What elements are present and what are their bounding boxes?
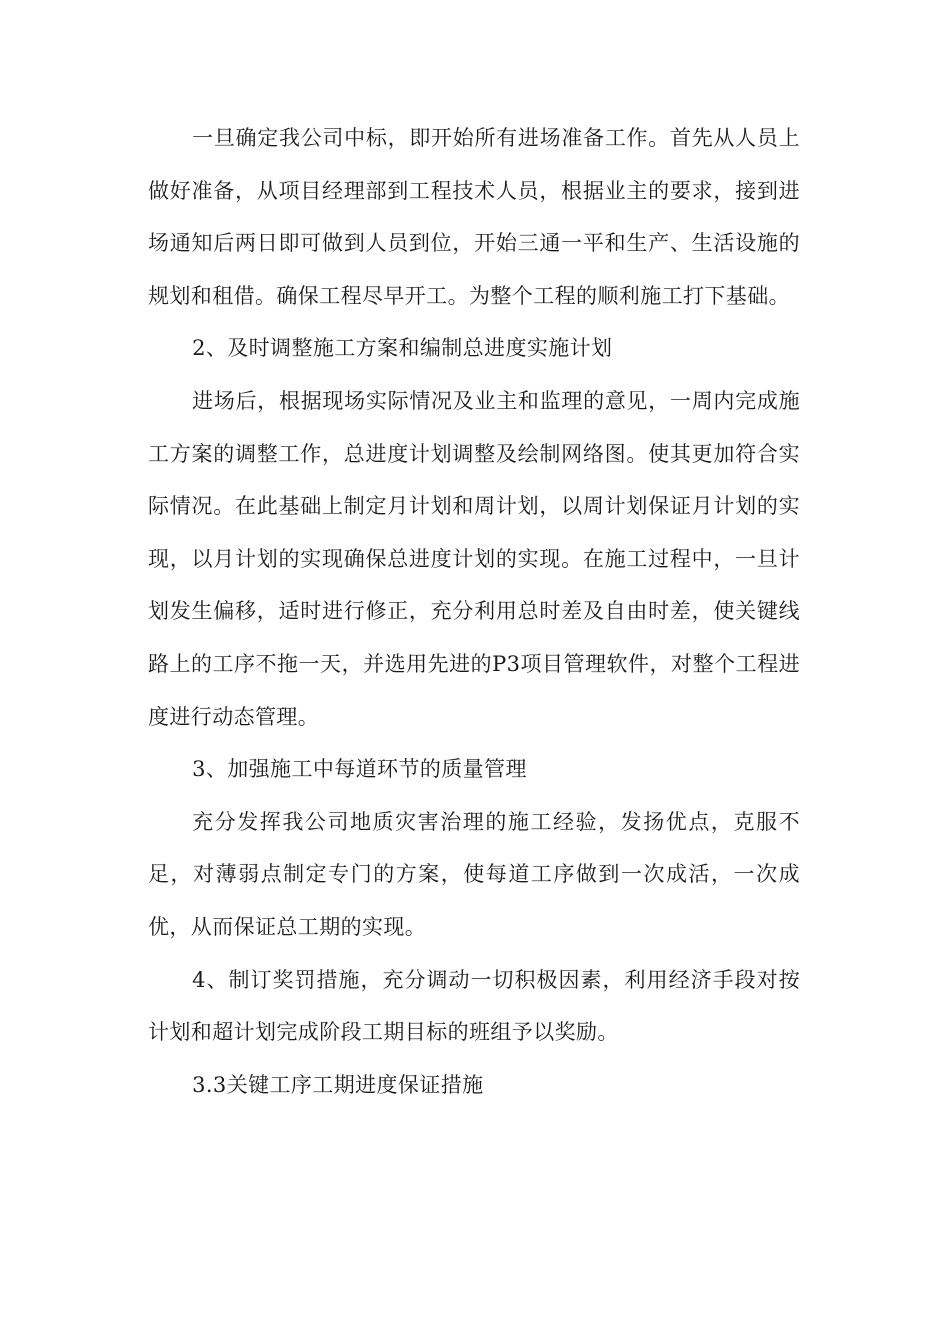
heading-quality-management: 3、加强施工中每道环节的质量管理 [192,757,527,782]
paragraph-experience: 充分发挥我公司地质灾害治理的施工经验，发扬优点，克服不足，对薄弱点制定专门的方案，使每道工序做到一次成活，一次成优，从而保证总工期的实现。 [148,809,800,939]
paragraph-incentives: 4、制订奖罚措施，充分调动一切积极因素，利用经济手段对按计划和超计划完成阶段工期目标的班组予以奖励。 [148,967,800,1045]
heading-adjust-plan: 2、及时调整施工方案和编制总进度实施计划 [192,336,613,361]
paragraph-schedule: 进场后，根据现场实际情况及业主和监理的意见，一周内完成施工方案的调整工作，总进度计划调整及绘制网络图。使其更加符合实际情况。在此基础上制定月计划和周计划，以周计划保证月计划的实现，以月计划的实现确保总进度计划的实现。在施工过程中，一旦计划发生偏移，适时进行修正，充分利用总时差及自由时差，使关键线路上的工序不拖一天，并选用先进的P3项目管理软件，对整个工程进度进行动态管理。 [148,388,800,729]
paragraph-preparation: 一旦确定我公司中标，即开始所有进场准备工作。首先从人员上做好准备，从项目经理部到工程技术人员，根据业主的要求，接到进场通知后两日即可做到人员到位，开始三通一平和生产、生活设施的规划和租借。确保工程尽早开工。为整个工程的顺利施工打下基础。 [148,126,800,308]
heading-section-3-3: 3.3关键工序工期进度保证措施 [192,1072,484,1097]
document-body [148,112,800,1111]
